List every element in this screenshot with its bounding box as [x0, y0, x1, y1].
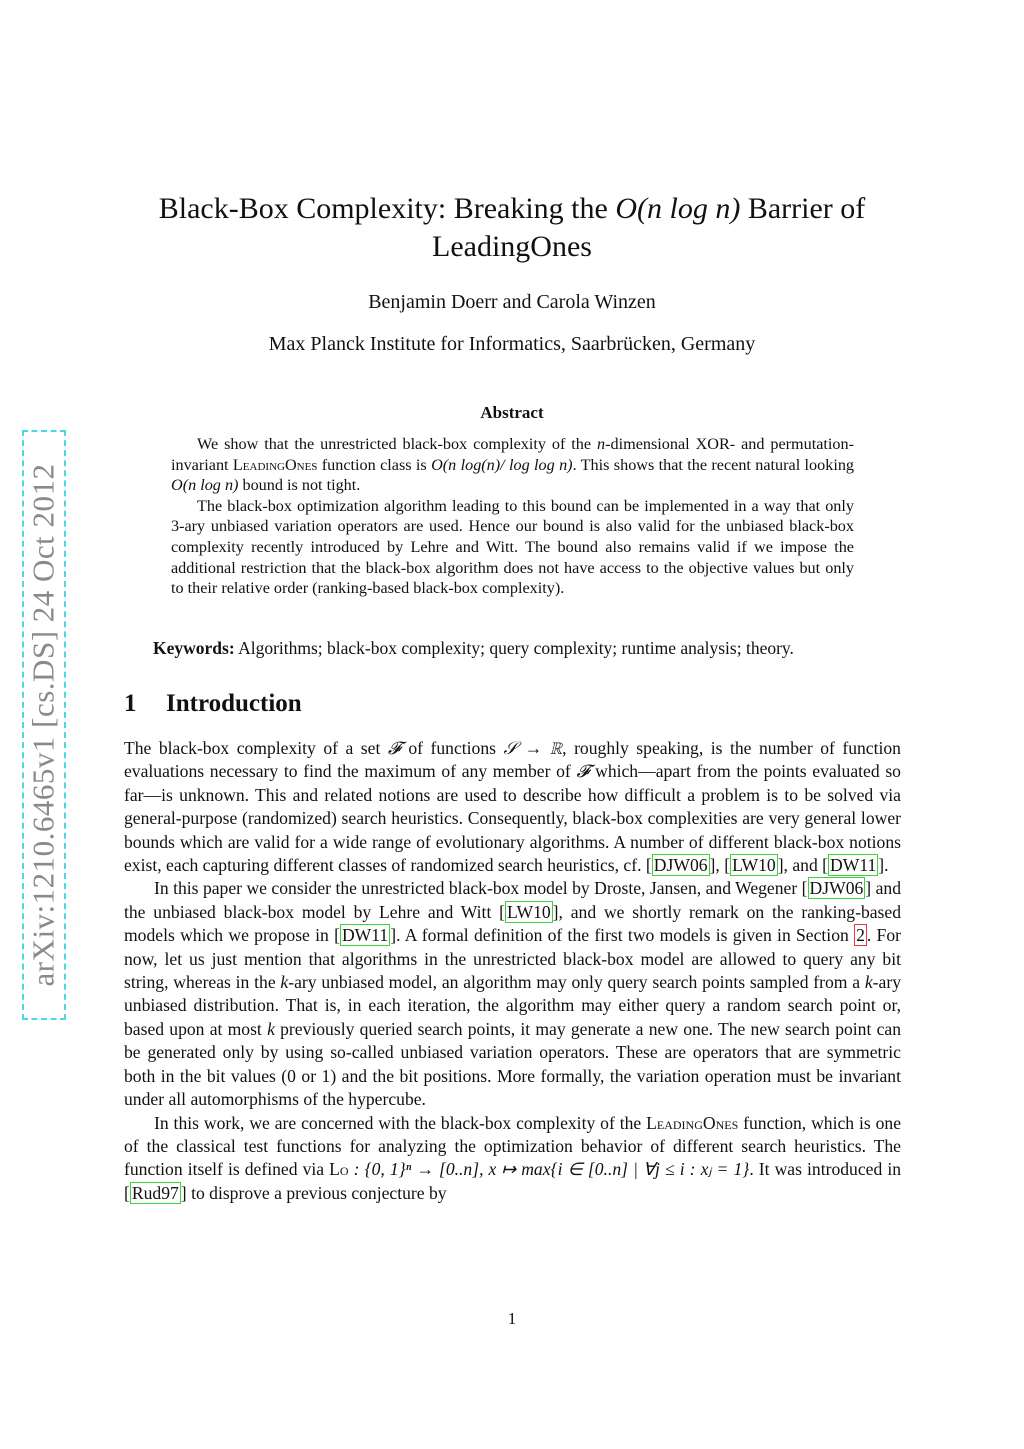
body-text: which—apart from the points evaluated so far—is unknown. This and related notions are used to describe how difficult a problem is to be solved via general-purpose (randomized) search heuristics. Consequently, black-box complexities are very general lower bounds which are valid for a wide range of evolutionary algorithms. A number of different black-box notions exist, each capturing different classes of randomized search heuristics, cf.: [124, 761, 901, 876]
body-text: and: [792, 855, 818, 876]
abstract-text: bound is not tight.: [242, 476, 361, 495]
body-text: previously queried search points, it may generate a new one. The new search point can be generated only by using so-called unbiased variation operators. These are operators that are symmetric both in the bit values (0 or 1) and the bit positions. More formally, the variation operation must be invariant under all automorphisms of the hypercube.: [124, 1018, 902, 1110]
math-symbol: 𝒮 → ℝ: [503, 738, 563, 758]
section-number: 1: [124, 690, 137, 717]
abstract-math: n: [597, 435, 606, 453]
arxiv-identifier-text: arXiv:1210.6465v1 [cs.DS] 24 Oct 2012: [26, 463, 61, 987]
title-part-a: Black-Box Complexity: Breaking the: [158, 192, 608, 225]
body-text: to disprove a previous conjecture by: [191, 1182, 447, 1203]
body-text: function, which is one of the classical test functions for analyzing the optimization behavior of different search heuristics. The function itself is defined via: [124, 1112, 902, 1180]
abstract-text: We show that the unrestricted black-box complexity of the: [197, 435, 592, 453]
citation-link[interactable]: DW11: [341, 925, 389, 946]
paper-title: [150, 190, 874, 266]
body-text: The black-box complexity of a set: [124, 738, 381, 758]
math-symbol: k: [267, 1018, 275, 1039]
body-text: , and we shortly remark on the ranking-based models which we propose in: [124, 901, 901, 946]
body-text: In this paper we consider the unrestricted black-box model by Droste, Jansen, and Wegener: [154, 878, 798, 899]
body-text: and the unbiased black-box model by Lehre and Witt: [124, 878, 902, 922]
abstract-heading: Abstract: [480, 403, 544, 422]
citation-link[interactable]: LW10: [507, 901, 551, 922]
citation-link[interactable]: LW10: [732, 855, 776, 876]
citation-link[interactable]: DJW06: [653, 855, 708, 876]
abstract-bound: O(n log(n)/ log log n): [431, 455, 573, 474]
citation-link[interactable]: Rud97: [131, 1182, 179, 1203]
math-symbol: 𝓕: [387, 738, 401, 758]
math-symbol: k: [280, 972, 289, 993]
citation-link[interactable]: DJW06: [809, 878, 864, 899]
body-text: of functions: [408, 738, 496, 758]
body-text: -ary unbiased model, an algorithm may only query search points sampled from a: [288, 972, 861, 993]
intro-paragraph-2: In this paper we consider the unrestricted black-box model by Droste, Jansen, and Wegener [ DJW06 ] and the unbiased black-box model by Lehre and Witt [ LW10 ], and we shortly remark on the ranking-based models which we propose in [ DW11 ]. A formal definition of the first two models is given in Section 2 . For now, let us just mention that algorithms in the unrestricted black-box model are allowed to query any bit string, whereas in the k-ary unbiased model, an algorithm may only query search points sampled from a k-ary unbiased distribution. That is, in each iteration, the algorithm may either query a random search point or, based upon at most k previously queried search points, it may generate a new one. The new search point can be generated only by using so-called unbiased variation operators. These are operators that are symmetric both in the bit values (0 or 1) and the bit positions. More formally, the variation operation must be invariant under all automorphisms of the hypercube.: [124, 878, 902, 1110]
intro-paragraph-3: In this work, we are concerned with the black-box complexity of the LeadingOnes function, which is one of the classical test functions for analyzing the optimization behavior of different search heuristics. The function itself is defined via Lo : {0, 1}ⁿ → [0..n], x ↦ max{i ∈ [0..n] | ∀j ≤ i : xⱼ = 1}. It was introduced in [ Rud97 ] to disprove a previous conjecture by: [124, 1112, 902, 1203]
abstract-body: [171, 434, 854, 599]
citation-link[interactable]: DW11: [830, 855, 877, 876]
math-symbol: 𝓕: [576, 761, 590, 782]
abstract-text: -dimensional XOR- and permutation-invariant: [171, 435, 854, 474]
abstract-text: function class is: [321, 455, 427, 474]
abstract-paragraph-2: The black-box optimization algorithm leading to this bound can be implemented in a way that only 3-ary unbiased variation operators are used. Hence our bound is also valid for the unbiased black-box complexity recently introduced by Lehre and Witt. The bound also remains valid if we impose the additional restriction that the black-box algorithm does not have access to the objective values but only to their relative order (ranking-based black-box complexity).: [171, 496, 854, 598]
abstract-bound: O(n log n): [171, 476, 239, 495]
affiliation: Max Planck Institute for Informatics, Saarbrücken, Germany: [268, 333, 756, 355]
keywords: [153, 636, 903, 660]
body-text: . It was introduced in: [749, 1159, 902, 1180]
math-definition: : {0, 1}ⁿ → [0..n], x ↦ max{i ∈ [0..n] | ∀j ≤ i : xⱼ = 1}: [353, 1159, 750, 1180]
body-text: . For now, let us just mention that algorithms in the unrestricted black-box model are allowed to query any bit string, whereas in the: [124, 925, 901, 993]
section-heading: [124, 688, 904, 720]
title-line-2: LeadingOnes: [432, 230, 592, 263]
section-title: Introduction: [166, 690, 302, 717]
introduction-body: [124, 737, 901, 1205]
math-symbol: k: [864, 972, 873, 993]
abstract-paragraph-1: [171, 434, 854, 496]
keywords-label: Keywords:: [153, 638, 235, 658]
body-text: , roughly speaking, is the number of function evaluations necessary to find the maximum of any member of: [124, 738, 901, 782]
page-number: 1: [507, 1309, 517, 1328]
title-part-b: Barrier of: [747, 192, 866, 225]
keywords-text: Algorithms; black-box complexity; query complexity; runtime analysis; theory.: [238, 638, 794, 658]
intro-paragraph-1: The black-box complexity of a set 𝓕 of functions 𝒮 → ℝ, roughly speaking, is the number of function evaluations necessary to find the maximum of any member of 𝓕 which—apart from the points evaluated so far—is unknown. This and related notions are used to describe how difficult a problem is to be solved via general-purpose (randomized) search heuristics. Consequently, black-box complexities are very general lower bounds which are valid for a wide range of evolutionary algorithms. A number of different black-box notions exist, each capturing different classes of randomized search heuristics, cf. [ DJW06 ], [ LW10 ], and [ DW11 ].: [124, 738, 901, 876]
body-text: In this work, we are concerned with the black-box complexity of the: [154, 1112, 642, 1133]
authors: Benjamin Doerr and Carola Winzen: [368, 291, 656, 313]
leadingones-name: LeadingOnes: [646, 1112, 739, 1133]
body-text: . A formal definition of the first two models is given in Section: [396, 925, 849, 946]
lo-function-name: Lo: [329, 1159, 349, 1180]
leadingones-name: LeadingOnes: [232, 455, 318, 474]
section-reference-link[interactable]: 2: [856, 925, 865, 946]
title-math: O(n log n): [615, 192, 741, 225]
body-text: -ary unbiased distribution. That is, in each iteration, the algorithm may either query a random search point or, based upon at most: [124, 972, 901, 1039]
abstract-text: . This shows that the recent natural looking: [572, 455, 855, 474]
arxiv-identifier-stamp[interactable]: [22, 430, 66, 1020]
